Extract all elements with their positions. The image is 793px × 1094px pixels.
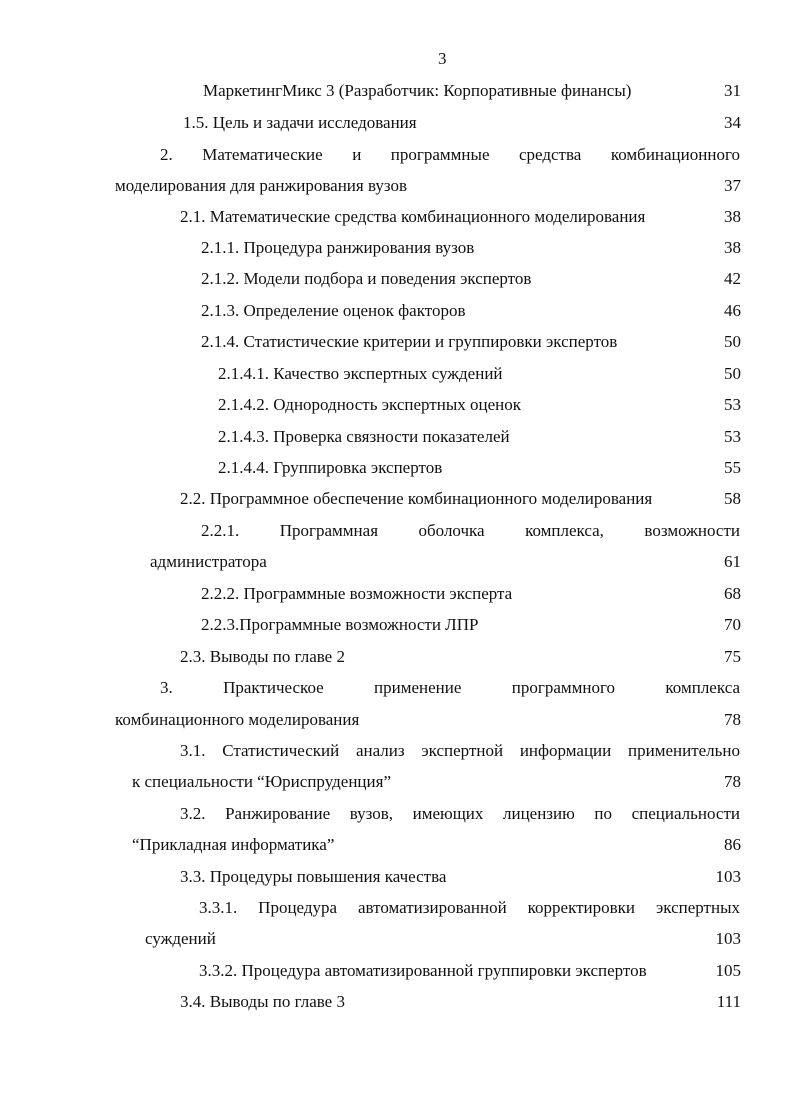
toc-entry-text: 2.1.4. Статистические критерии и группировки экспертов	[201, 332, 618, 351]
toc-entry-page: 42	[724, 269, 741, 288]
toc-entry-text: 2.3. Выводы по главе 2	[180, 647, 345, 666]
toc-entry-page: 38	[724, 238, 741, 257]
toc-entry-text: комбинационного моделирования	[115, 710, 360, 729]
toc-entry-text: “Прикладная информатика”	[132, 835, 335, 854]
toc-entry-page: 75	[724, 647, 741, 666]
toc-entry-page: 70	[724, 615, 741, 634]
toc-entry-text: 2.1.4.2. Однородность экспертных оценок	[218, 395, 522, 414]
toc-entry-text: 2.2.2. Программные возможности эксперта	[201, 584, 513, 603]
toc-entry-page: 50	[724, 364, 741, 383]
toc-entry-text: 3.2. Ранжирование вузов, имеющих лицензию по специальности	[180, 804, 740, 823]
toc-entry-page: 34	[724, 113, 741, 132]
toc-entry-page: 86	[724, 835, 741, 854]
toc-entry-page: 37	[724, 176, 741, 195]
toc-entry-text: 2.2.1. Программная оболочка комплекса, возможности	[201, 521, 740, 540]
toc-entry-page: 105	[715, 961, 741, 980]
toc-entry-text: суждений	[145, 929, 216, 948]
toc-entry-text: 2.1.3. Определение оценок факторов	[201, 301, 466, 320]
toc-entry-text: 2.1.1. Процедура ранжирования вузов	[201, 238, 475, 257]
toc-entry-text: 1.5. Цель и задачи исследования	[183, 113, 417, 132]
toc-entry-text: 3.3. Процедуры повышения качества	[180, 867, 447, 886]
toc-entry-text: 3.3.1. Процедура автоматизированной корректировки экспертных	[199, 898, 740, 917]
toc-entry-text: 2.1. Математические средства комбинационного моделирования	[180, 207, 646, 226]
toc-entry-page: 31	[724, 81, 741, 100]
toc-entry-text: 2.1.4.1. Качество экспертных суждений	[218, 364, 503, 383]
toc-entry-text: администратора	[150, 552, 267, 571]
toc-entry-page: 103	[715, 867, 741, 886]
toc-entry-text: 2.1.4.3. Проверка связности показателей	[218, 427, 510, 446]
toc-entry-text: 2.1.2. Модели подбора и поведения экспертов	[201, 269, 532, 288]
toc-entry-page: 46	[724, 301, 741, 320]
toc-entry-page: 111	[716, 992, 741, 1011]
toc-entry-text: 3.3.2. Процедура автоматизированной группировки экспертов	[199, 961, 647, 980]
toc-entry-page: 68	[724, 584, 741, 603]
toc-entry-page: 55	[724, 458, 741, 477]
toc-entry-page: 50	[724, 332, 741, 351]
toc-entry-text: МаркетингМикс 3 (Разработчик: Корпоративные финансы)	[203, 81, 632, 100]
toc-entry-page: 103	[715, 929, 741, 948]
toc-entry-page: 78	[724, 772, 741, 791]
toc-entry-text: 2.2.3.Программные возможности ЛПР	[201, 615, 479, 634]
toc-entry-text: 3. Практическое применение программного комплекса	[160, 678, 740, 697]
toc-entry-page: 38	[724, 207, 741, 226]
toc-entry-text: к специальности “Юриспруденция”	[132, 772, 391, 791]
toc-entry-page: 58	[724, 489, 741, 508]
toc-entry-text: моделирования для ранжирования вузов	[115, 176, 408, 195]
toc-entry-page: 53	[724, 427, 741, 446]
toc-entry-text: 2. Математические и программные средства комбинационного	[160, 145, 740, 164]
toc-entry-page: 61	[724, 552, 741, 571]
toc-entry-page: 53	[724, 395, 741, 414]
toc-entry-text: 2.2. Программное обеспечение комбинационного моделирования	[180, 489, 653, 508]
toc-entry-page: 78	[724, 710, 741, 729]
page-number: 3	[438, 49, 447, 68]
toc-entry-text: 2.1.4.4. Группировка экспертов	[218, 458, 443, 477]
toc-entry-text: 3.1. Статистический анализ экспертной информации применительно	[180, 741, 740, 760]
toc-entry-text: 3.4. Выводы по главе 3	[180, 992, 345, 1011]
